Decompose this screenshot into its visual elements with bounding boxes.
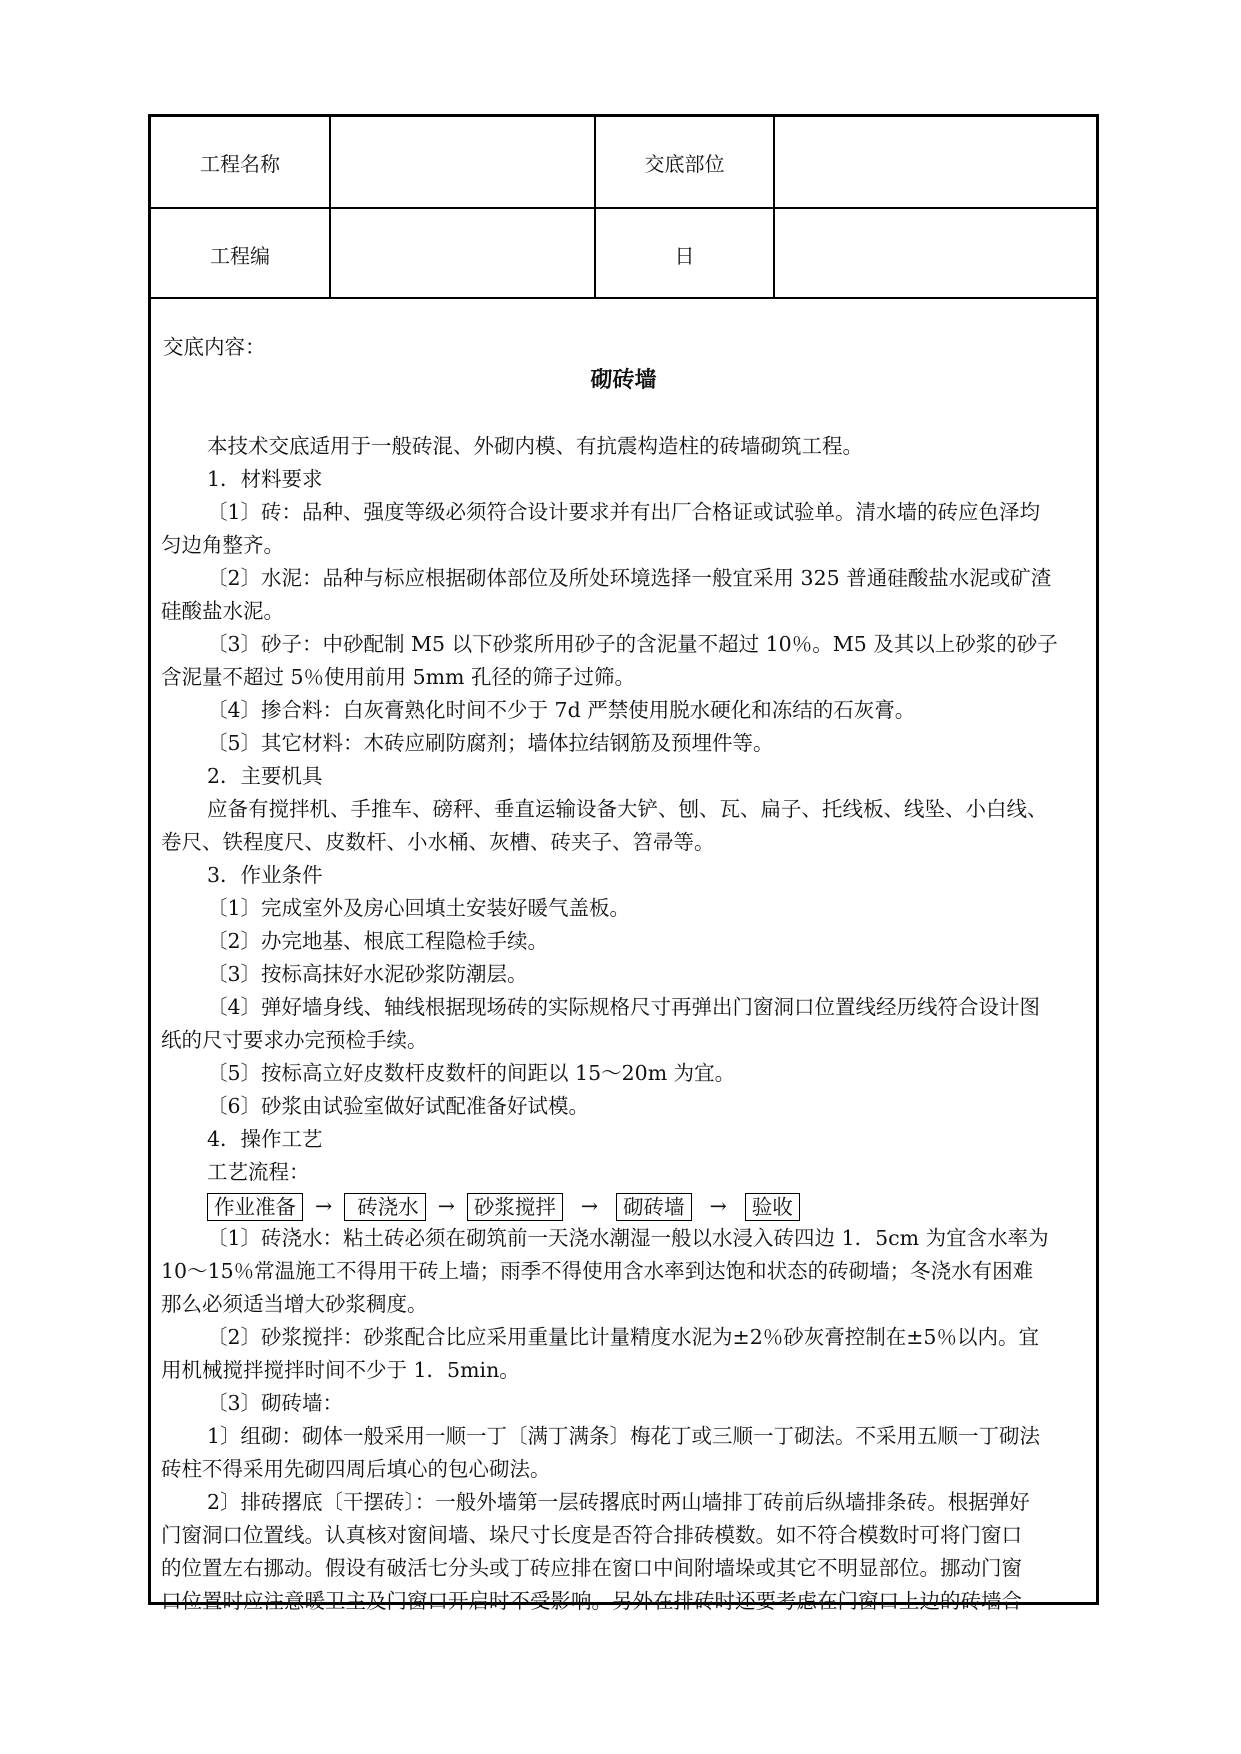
- disclosure-part-value[interactable]: [775, 117, 1096, 207]
- paragraph-line: 〔3〕砌砖墙：: [207, 1391, 344, 1415]
- section-heading: 2．主要机具: [207, 764, 323, 788]
- project-no-value[interactable]: [331, 209, 594, 299]
- paragraph-line: 2〕排砖撂底〔干摆砖〕：一般外墙第一层砖撂底时两山墙排丁砖前后纵墙排条砖。根据弹好: [207, 1490, 1030, 1514]
- paragraph-line: 门窗洞口位置线。认真核对窗间墙、垛尺寸长度是否符合排砖模数。如不符合模数时可将门窗口: [161, 1523, 1022, 1547]
- content-title: 砌砖墙: [590, 367, 657, 393]
- divider: [151, 207, 1096, 209]
- project-no-label: 工程编: [210, 243, 270, 268]
- paragraph-line: 硅酸盐水泥。: [161, 599, 284, 623]
- paragraph-line: 10～15％常温施工不得用干砖上墙；雨季不得使用含水率到达饱和状态的砖砌墙；冬浇水有困难: [161, 1259, 1034, 1283]
- project-name-label: 工程名称: [200, 151, 280, 176]
- disclosure-form: [148, 114, 1099, 1613]
- paragraph-line: 用机械搅拌搅拌时间不少于 1．5min。: [161, 1358, 520, 1382]
- paragraph-line: 工艺流程：: [207, 1160, 310, 1184]
- arrow-right-icon: →: [437, 1194, 455, 1218]
- paragraph-line: 应备有搅拌机、手推车、磅秤、垂直运输设备大铲、刨、瓦、扁子、托线板、线坠、小白线、: [207, 797, 1048, 821]
- paragraph-line: 〔5〕其它材料：木砖应刷防腐剂；墙体拉结钢筋及预埋件等。: [207, 731, 774, 755]
- flow-step: 砌砖墙: [616, 1193, 692, 1221]
- paragraph-line: 〔6〕砂浆由试验室做好试配准备好试模。: [207, 1094, 590, 1118]
- date-value[interactable]: [775, 209, 1096, 299]
- date-label: 日: [674, 243, 695, 268]
- paragraph-line: 〔1〕砖：品种、强度等级必须符合设计要求并有出厂合格证或试验单。清水墙的砖应色泽均: [207, 500, 1041, 524]
- arrow-right-icon: →: [315, 1194, 333, 1218]
- flow-step: 作业准备: [207, 1193, 303, 1221]
- flow-step: 验收: [745, 1193, 800, 1221]
- paragraph-line: 那么必须适当增大砂浆稠度。: [161, 1292, 428, 1316]
- arrow-right-icon: →: [709, 1194, 727, 1218]
- paragraph-line: 〔1〕完成室外及房心回填土安装好暖气盖板。: [207, 896, 631, 920]
- paragraph-line: 〔2〕砂浆搅拌：砂浆配合比应采用重量比计量精度水泥为±2％砂灰膏控制在±5％以内。宜: [207, 1325, 1039, 1349]
- arrow-right-icon: →: [580, 1194, 599, 1218]
- divider: [151, 297, 1096, 299]
- paragraph-line: 含泥量不超过 5％使用前用 5mm 孔径的筛子过筛。: [161, 665, 636, 689]
- paragraph-line: 口位置时应注意暖卫主及门窗口开启时不受影响。另外在排砖时还要考虑在门窗口上边的砖墙合: [161, 1589, 1022, 1613]
- paragraph-line: 〔3〕按标高抹好水泥砂浆防潮层。: [207, 962, 528, 986]
- paragraph-line: 1〕组砌：砌体一般采用一顺一丁〔满丁满条〕梅花丁或三顺一丁砌法。不采用五顺一丁砌法: [207, 1424, 1041, 1448]
- flow-step: 砂浆搅拌: [467, 1193, 563, 1221]
- paragraph-line: 卷尺、铁程度尺、皮数杆、小水桶、灰槽、砖夹子、笤帚等。: [161, 830, 715, 854]
- content-label: 交底内容：: [163, 335, 266, 359]
- form-header: [151, 117, 1096, 299]
- paragraph-line: 〔2〕办完地基、根底工程隐检手续。: [207, 929, 549, 953]
- disclosure-part-label: 交底部位: [644, 151, 725, 176]
- flow-step: 砖浇水: [344, 1193, 426, 1221]
- paragraph-line: 本技术交底适用于一般砖混、外砌内模、有抗震构造柱的砖墙砌筑工程。: [207, 434, 863, 458]
- paragraph-line: 〔1〕砖浇水：粘土砖必须在砌筑前一天浇水潮湿一般以水浸入砖四边 1．5cm 为宜含水率为: [207, 1226, 1049, 1250]
- paragraph-line: 砖柱不得采用先砌四周后填心的包心砌法。: [161, 1457, 551, 1481]
- paragraph-line: 的位置左右挪动。假设有破活七分头或丁砖应排在窗口中间附墙垛或其它不明显部位。挪动门窗: [161, 1556, 1022, 1580]
- paragraph-line: 〔5〕按标高立好皮数杆皮数杆的间距以 15～20m 为宜。: [207, 1061, 736, 1085]
- paragraph-line: 〔2〕水泥：品种与标应根据砌体部位及所处环境选择一般宜采用 325 普通硅酸盐水泥或矿渣: [207, 566, 1052, 590]
- section-heading: 1．材料要求: [207, 467, 323, 491]
- process-flow: [207, 1190, 800, 1223]
- paragraph-line: 纸的尺寸要求办完预检手续。: [161, 1028, 428, 1052]
- paragraph-line: 〔4〕掺合料：白灰膏熟化时间不少于 7d 严禁使用脱水硬化和冻结的石灰膏。: [207, 698, 916, 722]
- paragraph-line: 〔3〕砂子：中砂配制 M5 以下砂浆所用砂子的含泥量不超过 10％。M5 及其以上砂浆的砂子: [207, 632, 1058, 656]
- paragraph-line: 〔4〕弹好墙身线、轴线根据现场砖的实际规格尺寸再弹出门窗洞口位置线经历线符合设计图: [207, 995, 1041, 1019]
- section-heading: 3．作业条件: [207, 863, 323, 887]
- paragraph-line: 匀边角整齐。: [161, 533, 284, 557]
- section-heading: 4．操作工艺: [207, 1127, 323, 1151]
- project-name-value[interactable]: [331, 117, 594, 207]
